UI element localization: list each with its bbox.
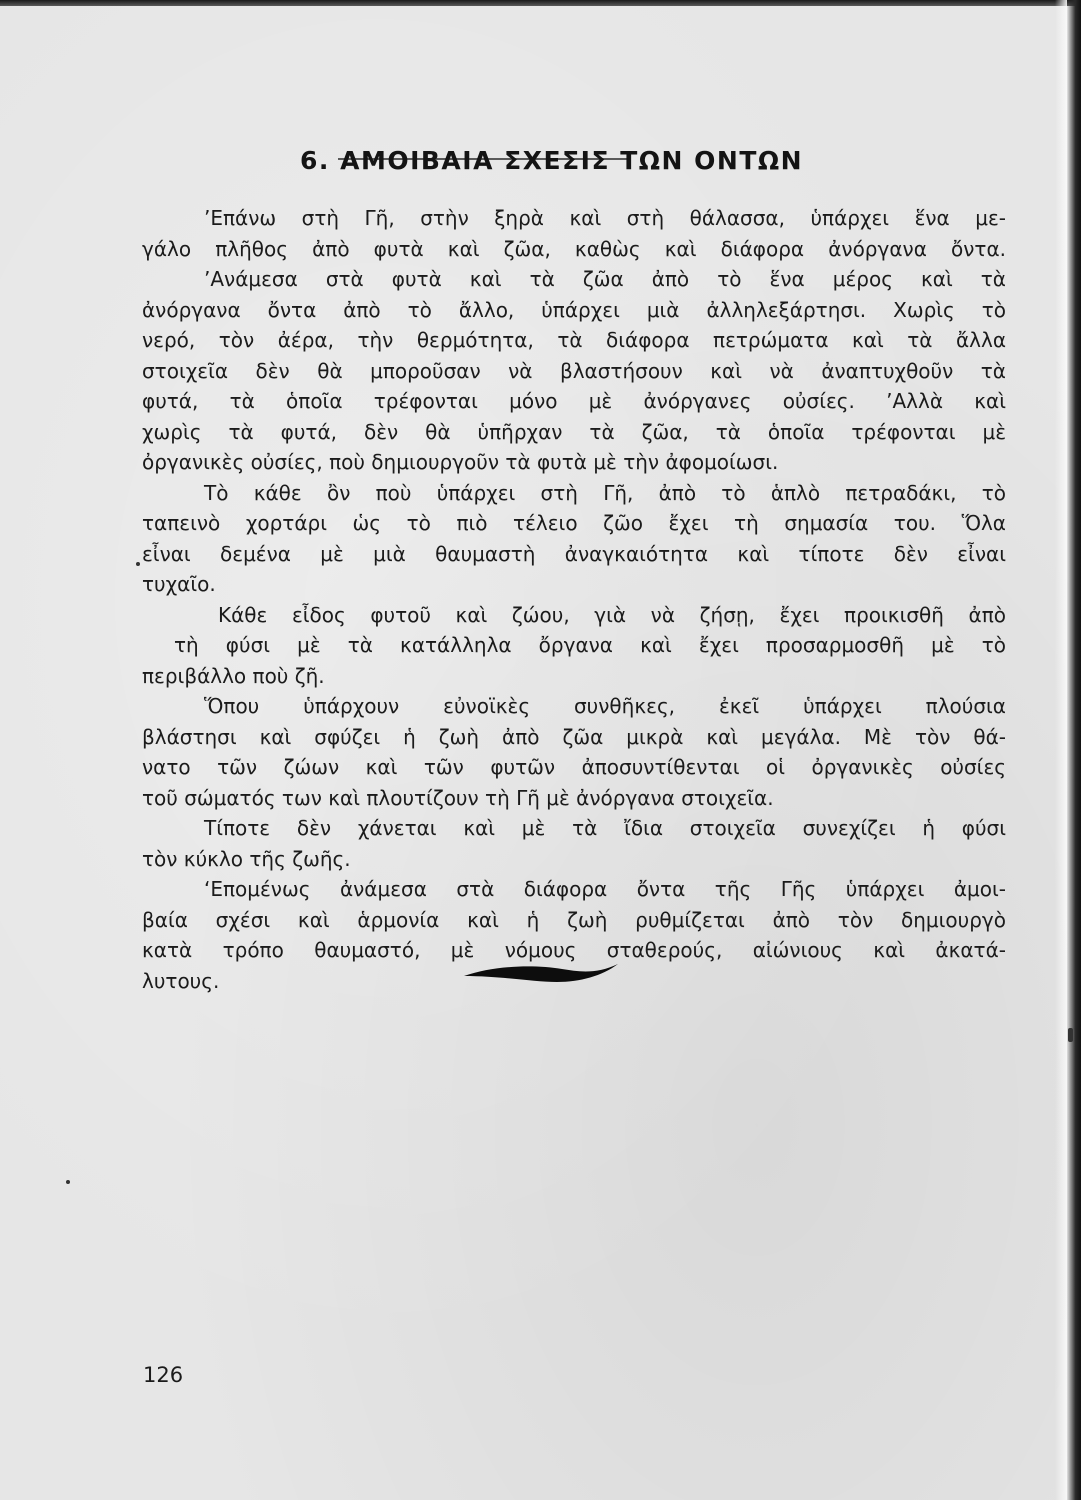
text-line: φυτά, τὰ ὁποῖα τρέφονται μόνο μὲ ἀνόργανες οὐσίες. ’Αλλὰ καὶ bbox=[142, 389, 1006, 413]
text-line: Ὅπου ὑπάρχουν εὐνοϊκὲς συνθῆκες, ἐκεῖ ὑπάρχει πλούσια bbox=[204, 694, 1006, 718]
text-line: λυτους. bbox=[142, 968, 220, 993]
text-line: τυχαῖο. bbox=[142, 572, 216, 596]
text-line: νερό, τὸν ἀέρα, τὴν θερμότητα, τὰ διάφορα πετρώματα καὶ τὰ ἄλλα bbox=[142, 328, 1006, 352]
text-line: χωρὶς τὰ φυτά, δὲν θὰ ὑπῆρχαν τὰ ζῶα, τὰ ὁποῖα τρέφονται μὲ bbox=[142, 419, 1006, 444]
text-line: εἶναι δεμένα μὲ μιὰ θαυμαστὴ ἀναγκαιότητα καὶ τίποτε δὲν εἶναι bbox=[142, 541, 1006, 566]
text-line: Τὸ κάθε ὂν ποὺ ὑπάρχει στὴ Γῆ, ἀπὸ τὸ ἁπλὸ πετραδάκι, τὸ bbox=[204, 480, 1006, 505]
text-line: στοιχεῖα δὲν θὰ μποροῦσαν νὰ βλαστήσουν καὶ νὰ ἀναπτυχθοῦν τὰ bbox=[142, 358, 1006, 383]
text-line: ‘Επομένως ἀνάμεσα στὰ διάφορα ὄντα τῆς Γῆς ὑπάρχει ἀμοι- bbox=[204, 877, 1006, 901]
text-line: ὀργανικὲς οὐσίες, ποὺ δημιουργοῦν τὰ φυτὰ μὲ τὴν ἀφομοίωσι. bbox=[142, 450, 779, 474]
scan-edge-highlight bbox=[1055, 0, 1067, 1500]
text-line: γάλο πλῆθος ἀπὸ φυτὰ καὶ ζῶα, καθὼς καὶ διάφορα ἀνόργανα ὄντα. bbox=[142, 236, 1006, 261]
text-line: τὸν κύκλο τῆς ζωῆς. bbox=[142, 846, 351, 871]
text-line: Τίποτε δὲν χάνεται καὶ μὲ τὰ ἴδια στοιχεῖα συνεχίζει ἡ φύσι bbox=[204, 816, 1006, 840]
scan-speck bbox=[1068, 1028, 1073, 1042]
text-line: Κάθε εἶδος φυτοῦ καὶ ζώου, γιὰ νὰ ζήσῃ, ἔχει προικισθῆ ἀπὸ bbox=[218, 602, 1006, 627]
text-line: κατὰ τρόπο θαυμαστό, μὲ νόμους σταθερούς, αἰώνιους καὶ ἀκατά- bbox=[142, 938, 1006, 962]
scan-edge-top bbox=[0, 0, 1081, 6]
page-number: 126 bbox=[143, 1363, 184, 1387]
text-line: βαία σχέσι καὶ ἁρμονία καὶ ἡ ζωὴ ρυθμίζεται ἀπὸ τὸν δημιουργὸ bbox=[142, 907, 1006, 932]
text-line: τὴ φύσι μὲ τὰ κατάλληλα ὄργανα καὶ ἔχει προσαρμοσθῆ μὲ τὸ bbox=[174, 633, 1006, 657]
page-title: 6. ΑΜΟΙΒΑΙΑ ΣΧΕΣΙΣ ΤΩΝ ΟΝΤΩΝ bbox=[300, 146, 804, 175]
text-line: περιβάλλο ποὺ ζῆ. bbox=[142, 663, 325, 688]
text-line: νατο τῶν ζώων καὶ τῶν φυτῶν ἀποσυντίθενται οἱ ὀργανικὲς οὐσίες bbox=[142, 755, 1006, 779]
text-line: βλάστησι καὶ σφύζει ἡ ζωὴ ἀπὸ ζῶα μικρὰ καὶ μεγάλα. Μὲ τὸν θά- bbox=[142, 724, 1006, 749]
body-text bbox=[142, 203, 1006, 996]
scan-edge-right bbox=[1067, 0, 1081, 1500]
text-line: τοῦ σώματός των καὶ πλουτίζουν τὴ Γῆ μὲ ἀνόργανα στοιχεῖα. bbox=[142, 785, 774, 810]
scan-speck bbox=[66, 1180, 70, 1184]
ink-swash-ornament-icon bbox=[462, 960, 622, 990]
text-line: ’Επάνω στὴ Γῆ, στὴν ξηρὰ καὶ στὴ θάλασσα, ὑπάρχει ἕνα με- bbox=[204, 206, 1006, 230]
text-line: ἀνόργανα ὄντα ἀπὸ τὸ ἄλλο, ὑπάρχει μιὰ ἀλληλεξάρτησι. Χωρὶς τὸ bbox=[142, 297, 1006, 322]
text-line: ταπεινὸ χορτάρι ὡς τὸ πιὸ τέλειο ζῶο ἔχει τὴ σημασία του. Ὅλα bbox=[142, 511, 1006, 535]
text-line: ’Ανάμεσα στὰ φυτὰ καὶ τὰ ζῶα ἀπὸ τὸ ἕνα μέρος καὶ τὰ bbox=[204, 267, 1006, 291]
scan-speck bbox=[136, 562, 140, 566]
